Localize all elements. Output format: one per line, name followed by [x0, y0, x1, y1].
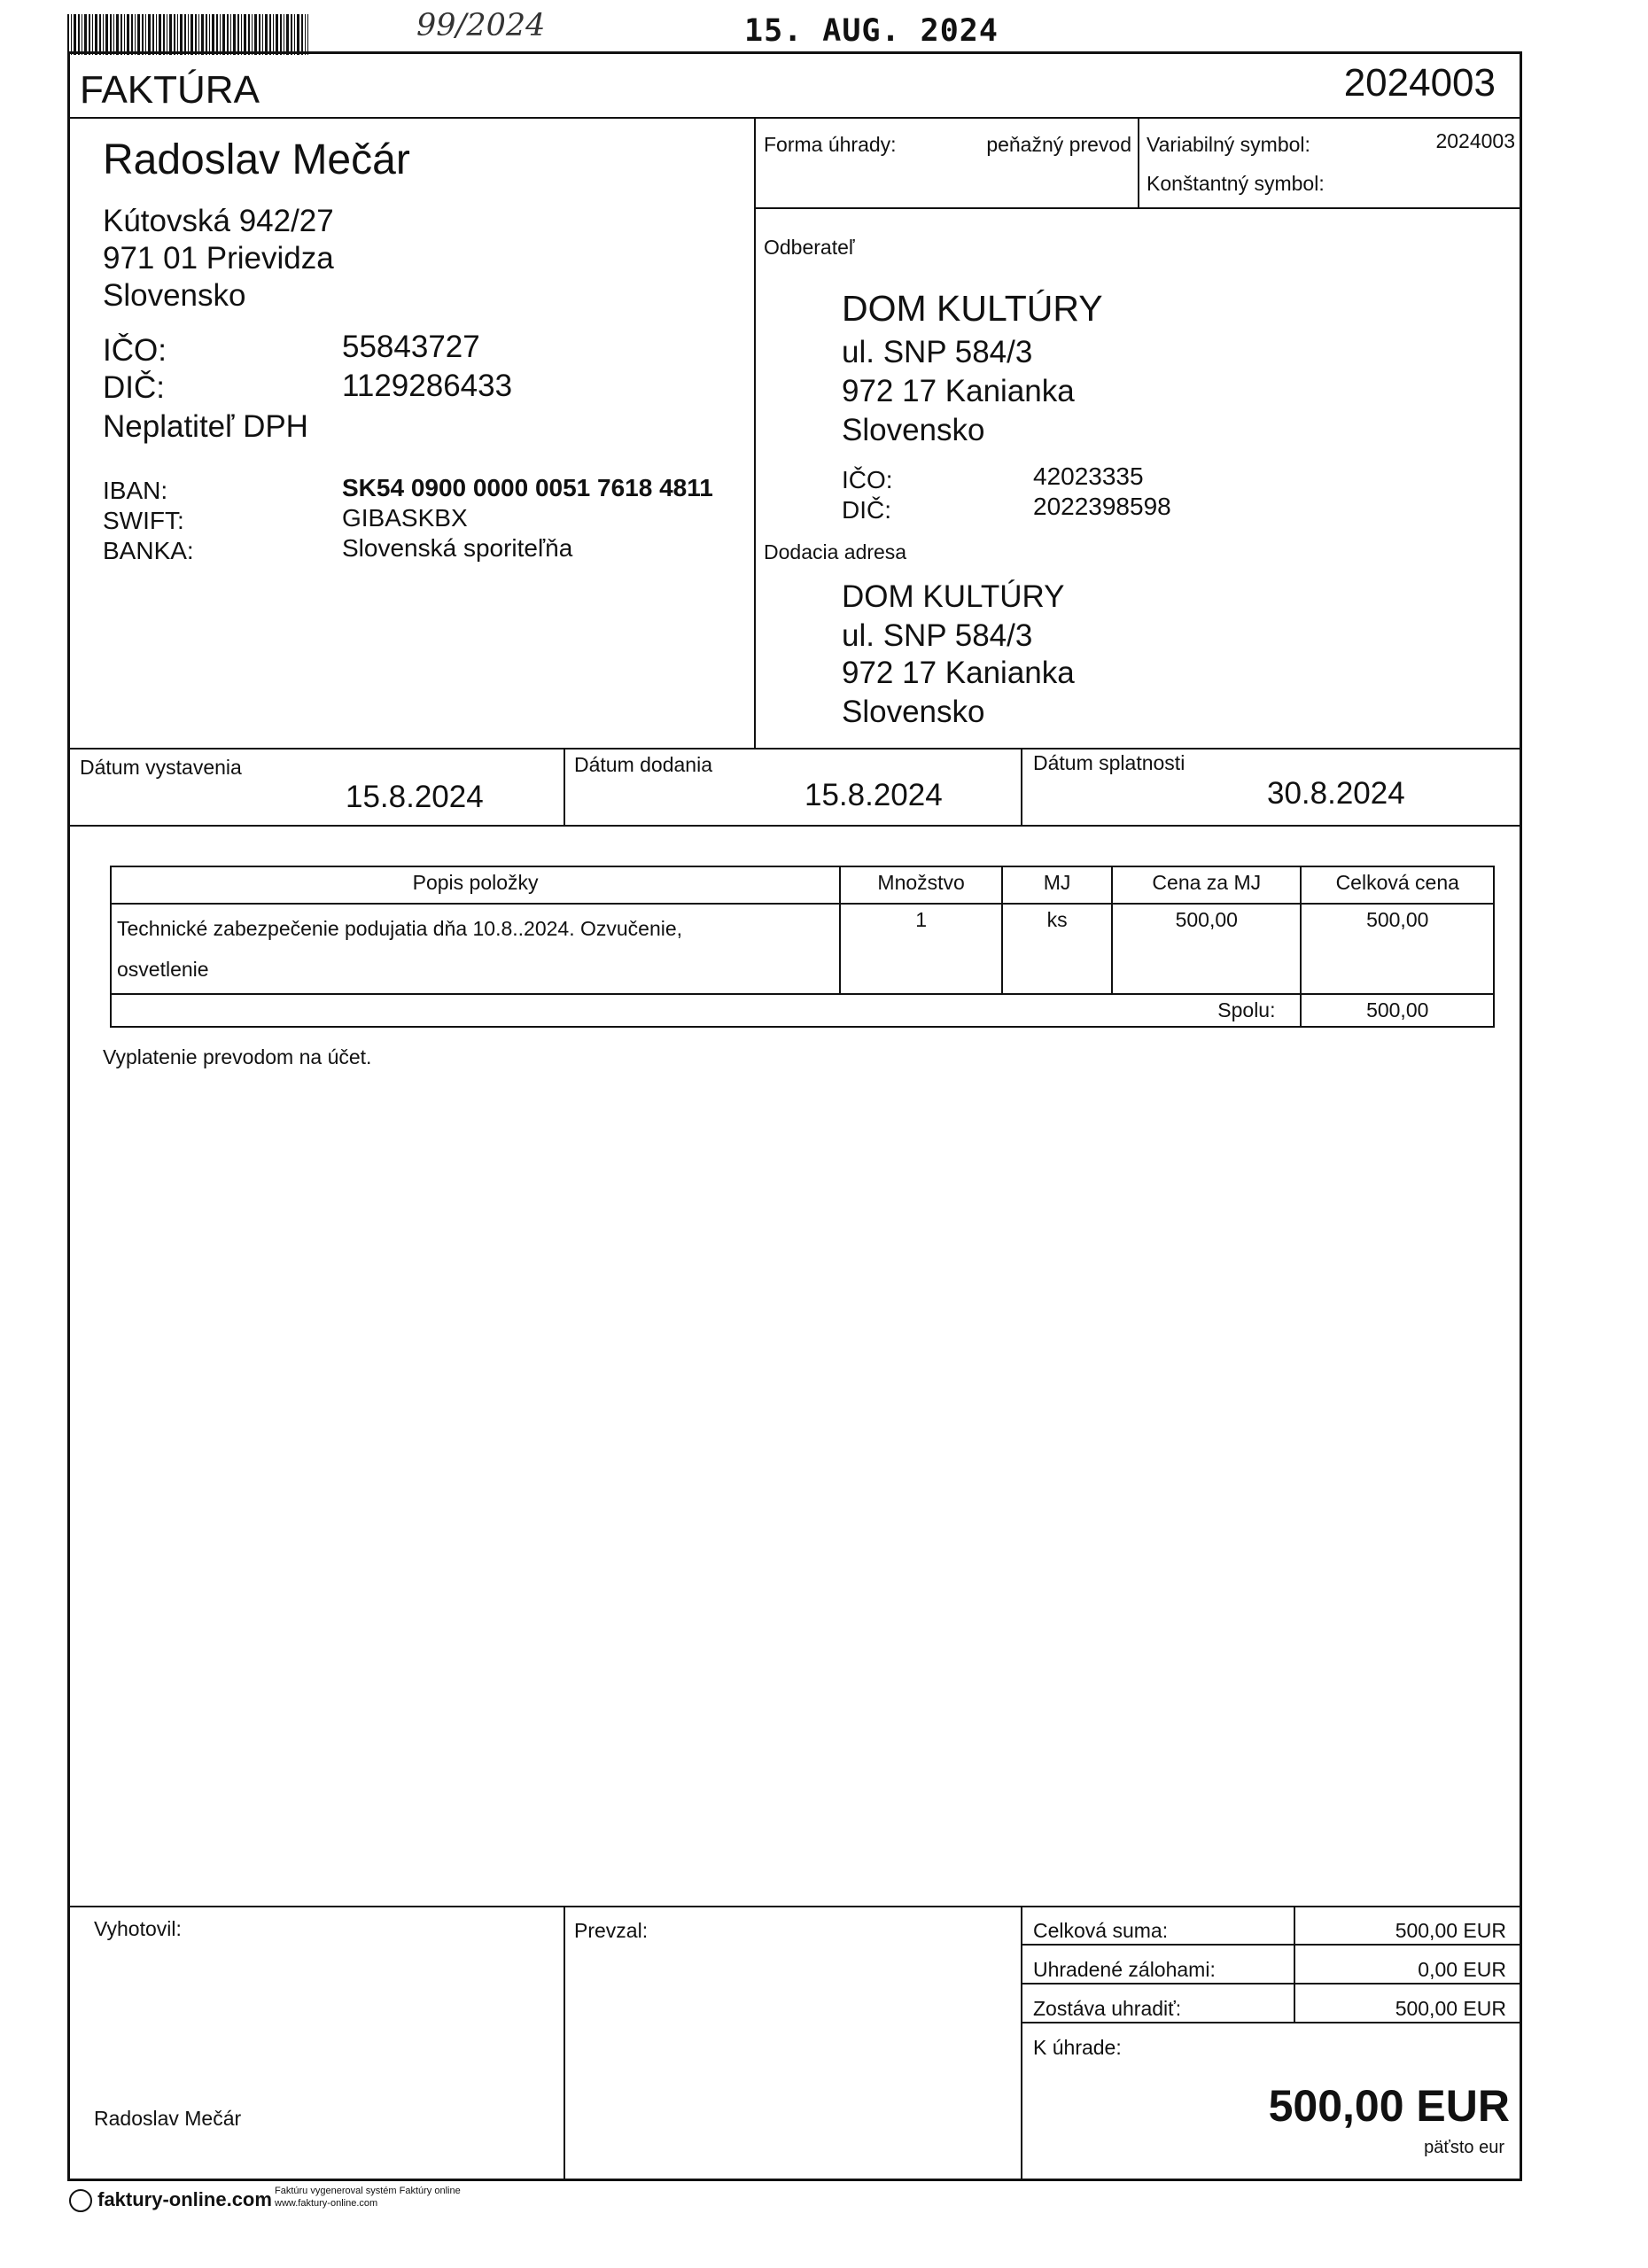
invoice-number: 2024003 — [1343, 61, 1496, 105]
issued-by-name: Radoslav Mečár — [94, 2107, 242, 2130]
bank-label: BANKA: — [103, 537, 194, 564]
customer-dic: 2022398598 — [1033, 493, 1171, 520]
col-unit-header: MJ — [1002, 866, 1112, 904]
customer-country: Slovensko — [842, 413, 985, 447]
item-total: 500,00 — [1301, 904, 1494, 994]
supplier-name: Radoslav Mečár — [103, 136, 410, 183]
iban: SK54 0900 0000 0051 7618 4811 — [342, 474, 713, 501]
issue-date: 15.8.2024 — [346, 780, 484, 814]
total-value: 500,00 EUR — [1395, 1919, 1506, 1942]
sum-value: 500,00 — [1301, 994, 1494, 1027]
item-unit-price: 500,00 — [1112, 904, 1301, 994]
brand-logo-text: faktury-online.com — [97, 2188, 272, 2210]
due-date-label: Dátum splatnosti — [1033, 751, 1185, 774]
customer-dic-label: DIČ: — [842, 496, 891, 524]
to-pay-words: päťsto eur — [1424, 2138, 1504, 2157]
item-description — [111, 904, 840, 994]
item-unit: ks — [1002, 904, 1112, 994]
delivery-name: DOM KULTÚRY — [842, 579, 1065, 614]
sum-row — [111, 994, 1494, 1027]
supplier-ico-label: IČO: — [103, 333, 167, 368]
remaining-label: Zostáva uhradiť: — [1033, 1997, 1182, 2020]
variable-symbol-label: Variabilný symbol: — [1147, 133, 1310, 156]
supplier-dic: 1129286433 — [342, 369, 513, 403]
deposits-label: Uhradené zálohami: — [1033, 1958, 1216, 1981]
payment-method: peňažný prevod — [986, 133, 1131, 156]
supplier-dic-label: DIČ: — [103, 370, 165, 405]
brand-logo — [69, 2188, 272, 2212]
brand-generated-line1: Faktúru vygeneroval systém Faktúry online — [275, 2186, 461, 2196]
delivery-country: Slovensko — [842, 695, 985, 729]
delivery-date: 15.8.2024 — [805, 778, 943, 812]
issue-date-label: Dátum vystavenia — [80, 756, 242, 779]
received-date-stamp: 15. AUG. 2024 — [744, 13, 999, 49]
item-quantity: 1 — [840, 904, 1002, 994]
due-date: 30.8.2024 — [1267, 776, 1405, 811]
swift: GIBASKBX — [342, 504, 468, 532]
barcode — [67, 14, 308, 55]
customer-ico-label: IČO: — [842, 466, 893, 493]
to-pay-amount: 500,00 EUR — [1268, 2081, 1510, 2131]
payment-note: Vyplatenie prevodom na účet. — [103, 1045, 372, 1068]
supplier-city: 971 01 Prievidza — [103, 241, 334, 276]
swift-label: SWIFT: — [103, 507, 184, 534]
table-row — [111, 904, 1494, 994]
customer-section-label: Odberateľ — [764, 236, 855, 259]
globe-icon — [69, 2189, 92, 2212]
constant-symbol-label: Konštantný symbol: — [1147, 172, 1325, 195]
customer-street: ul. SNP 584/3 — [842, 335, 1033, 369]
items-header-row — [111, 866, 1494, 904]
supplier-ico: 55843727 — [342, 330, 480, 364]
issued-by-label: Vyhotovil: — [94, 1917, 182, 1940]
deposits-value: 0,00 EUR — [1418, 1958, 1506, 1981]
iban-label: IBAN: — [103, 477, 168, 504]
col-unit-price-header: Cena za MJ — [1112, 866, 1301, 904]
variable-symbol: 2024003 — [1435, 129, 1515, 152]
delivery-street: ul. SNP 584/3 — [842, 618, 1033, 653]
remaining-value: 500,00 EUR — [1395, 1997, 1506, 2020]
customer-city: 972 17 Kanianka — [842, 374, 1075, 408]
col-description-header: Popis položky — [111, 866, 840, 904]
payment-method-label: Forma úhrady: — [764, 133, 897, 156]
item-description-line1: Technické zabezpečenie podujatia dňa 10.8..2024. Ozvučenie, — [117, 917, 683, 940]
customer-ico: 42023335 — [1033, 462, 1144, 490]
to-pay-label: K úhrade: — [1033, 2036, 1122, 2059]
delivery-city: 972 17 Kanianka — [842, 656, 1075, 690]
received-by-label: Prevzal: — [574, 1919, 649, 1942]
sum-label: Spolu: — [111, 994, 1301, 1027]
total-label: Celková suma: — [1033, 1919, 1169, 1942]
customer-name: DOM KULTÚRY — [842, 288, 1103, 329]
bank: Slovenská sporiteľňa — [342, 534, 573, 562]
brand-generated-line2: www.faktury-online.com — [275, 2198, 378, 2209]
supplier-vat-status: Neplatiteľ DPH — [103, 409, 308, 444]
delivery-section-label: Dodacia adresa — [764, 540, 907, 563]
supplier-street: Kútovská 942/27 — [103, 204, 334, 238]
delivery-date-label: Dátum dodania — [574, 753, 712, 776]
col-quantity-header: Množstvo — [840, 866, 1002, 904]
invoice-title: FAKTÚRA — [80, 68, 260, 112]
handwritten-reference: 99/2024 — [416, 8, 546, 43]
supplier-country: Slovensko — [103, 278, 246, 313]
col-total-header: Celková cena — [1301, 866, 1494, 904]
item-description-line2: osvetlenie — [117, 958, 209, 981]
items-table — [110, 866, 1495, 1028]
